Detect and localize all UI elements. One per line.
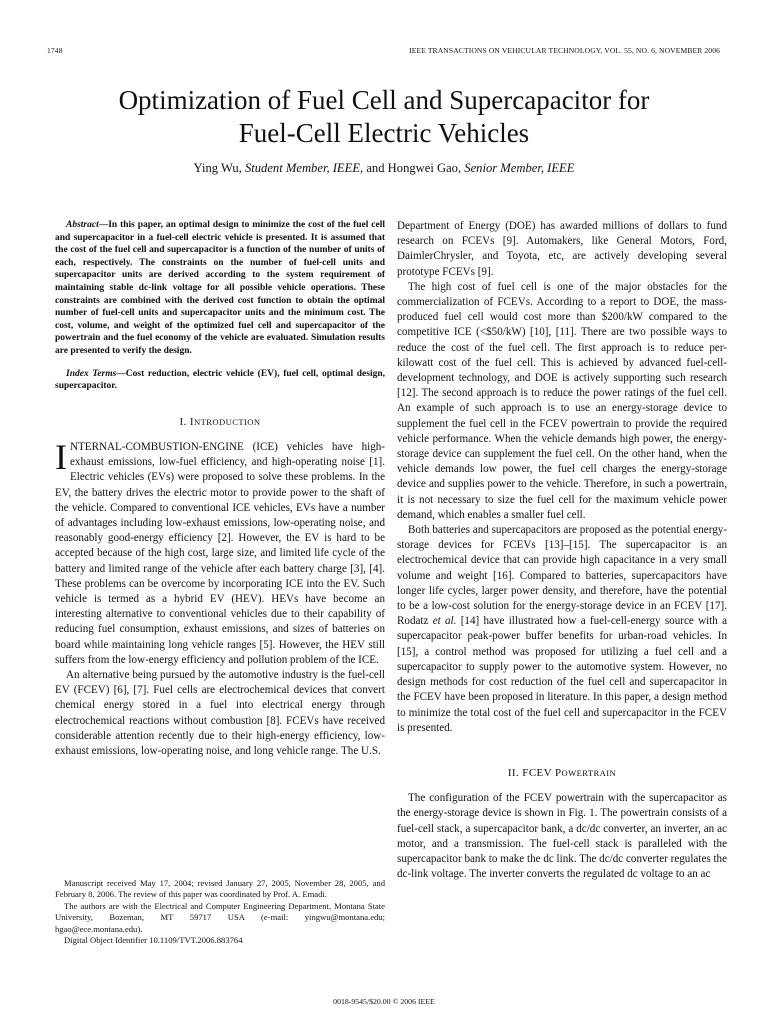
title-line-2: Fuel-Cell Electric Vehicles [238, 118, 530, 148]
footnote-manuscript: Manuscript received May 17, 2004; revised January 27, 2005, November 28, 2005, and February 8, 2006. The review of this paper was coordinated by Prof. A. Emadi. [55, 878, 385, 900]
journal-name: IEEE TRANSACTIONS ON VEHICULAR TECHNOLOGY, VOL. 55, NO. 6, NOVEMBER 2006 [409, 46, 720, 55]
section-1-heading [55, 415, 385, 430]
right-paragraph-3 [397, 523, 727, 736]
author-1-role: Student Member, IEEE, [244, 161, 364, 175]
footnotes [55, 878, 385, 946]
drop-cap: I [55, 436, 67, 477]
title-line-1: Optimization of Fuel Cell and Supercapacitor for [118, 85, 650, 115]
section-2-title-a: FCEV P [522, 766, 562, 779]
section-1-title-rest: NTRODUCTION [193, 416, 261, 427]
right-column [397, 219, 727, 882]
abstract-text: —In this paper, an optimal design to minimize the cost of the fuel cell and supercapacitor in a fuel-cell electric vehicle is presented. It is assumed that the cost of the fuel cell and supercapacitor is a function of the number of units of each, respectively. The constraints on the number of fuel-cell units and supercapacitor units are derived according to the system requirement of maintaining stable dc-link voltage for all possible vehicle operations. These constraints are combined with the derived cost function to obtain the optimal number of fuel-cell units and supercapacitor units and the minimum cost. The cost, volume, and weight of the optimized fuel cell and supercapacitor of the powertrain and the fuel economy of the vehicle are evaluated. Simulation results are presented to verify the design. [55, 220, 385, 356]
intro-paragraph-2: An alternative being pursued by the automotive industry is the fuel-cell EV (FCEV) [6], [7]. Fuel cells are electrochemical devices that convert chemical energy stored in a fuel into electrical energy through electrochemical reactions without combustion [8]. FCEVs have received considerable attention recently due to their high-energy efficiency, low-exhaust emissions, low-operating noise, and long vehicle range. The U.S. [55, 668, 385, 757]
left-column [55, 219, 385, 759]
intro-paragraph-1-text: NTERNAL-COMBUSTION-ENGINE (ICE) vehicles have high-exhaust emissions, low-fuel efficiency, and high-operating noise [1]. Electric vehicles (EVs) were proposed to solve these problems. In the EV, the battery drives the electric motor to provide power to the shaft of the vehicle. Compared to conventional ICE vehicles, EVs have a number of advantages including low-exhaust emissions, low-operating noise, and reasonably good-energy efficiency [2]. However, the EV is hard to be accepted because of the high cost, large size, and limited life cycle of the battery and limited range of the vehicle after each battery charge [3], [4]. These problems can be overcome by incorporating ICE into the EV. Such vehicle is termed as a hybrid EV (HEV). HEVs have become an interesting alternative to conventional vehicles due to their capability of reducing fuel consumption, exhaust emissions, and sizes of batteries on board while maintaining long vehicle ranges [5]. However, the HEV still suffers from the low-energy efficiency and pollution problem of the ICE. [55, 440, 385, 666]
index-terms [55, 368, 385, 393]
page-number: 1748 [47, 46, 63, 55]
author-list [40, 160, 728, 176]
index-terms-text: —Cost reduction, electric vehicle (EV), fuel cell, optimal design, supercapacitor. [55, 368, 385, 392]
footnote-affiliation: The authors are with the Electrical and Computer Engineering Department, Montana State University, Bozeman, MT 59717 USA (e-mail: yingwu@montana.edu; hgao@ece.montana.edu). [55, 900, 385, 934]
author-conjunction: and [366, 161, 385, 175]
running-header [47, 46, 720, 58]
author-1: Ying Wu, [193, 161, 242, 175]
section-2-heading [397, 766, 727, 781]
copyright-footer: 0018-9545/$20.00 © 2006 IEEE [333, 997, 435, 1006]
section-2-title-b: OWERTRAIN [561, 767, 617, 778]
abstract-label: Abstract [66, 220, 99, 230]
et-al: et al. [432, 615, 457, 628]
author-2: Hongwei Gao, [387, 161, 462, 175]
intro-paragraph-1 [55, 436, 385, 668]
section-2-number: II. [507, 766, 520, 779]
footnote-doi: Digital Object Identifier 10.1109/TVT.2006.883764 [64, 935, 243, 946]
right-paragraph-3-b: [14] have illustrated how a fuel-cell-energy source with a supercapacitor peak-power buffer benefits for urban-road vehicles. In [15], a control method was proposed for utilizing a fuel cell and a supercapacitor to supply power to the automotive system. However, no design methods for cost reduction of the fuel cell and supercapacitor in the FCEV have been proposed in literature. In this paper, a design method to minimize the total cost of the fuel cell and supercapacitor in the FCEV is presented. [397, 615, 728, 734]
right-paragraph-1: Department of Energy (DOE) has awarded millions of dollars to fund research on FCEVs [9]. Automakers, like General Motors, Ford, DaimlerChrysler, and Toyota, etc, are actively developing several prototype FCEVs [9]. [397, 220, 727, 278]
right-paragraph-3-a: Both batteries and supercapacitors are proposed as the potential energy-storage devices for FCEVs [13]–[15]. The supercapacitor is an electrochemical device that can provide high capacitance in a very small volume and weight [16]. Compared to batteries, supercapacitors have longer life cycles, larger power density, and therefore, have the potential to be a low-cost solution for the energy-storage device in an FCEV [17]. Rodatz [397, 524, 727, 628]
section-2-paragraph-1: The configuration of the FCEV powertrain with the supercapacitor as the energy-storage device is shown in Fig. 1. The powertrain consists of a fuel-cell stack, a supercapacitor bank, a dc/dc converter, an inverter, an ac motor, and a transmission. The fuel-cell stack is paralleled with the supercapacitor bank to make the dc link. The dc/dc converter regulates the dc-link voltage. The inverter converts the regulated dc voltage to an ac [397, 792, 728, 881]
paper-title [40, 84, 728, 150]
section-1-number: I. [179, 415, 187, 428]
section-1-title-initial: I [189, 415, 194, 428]
right-paragraph-2: The high cost of fuel cell is one of the major obstacles for the commercialization of FCEVs. According to a report to DOE, the mass-produced fuel cell would cost more than $200/kW compared to the competitive ICE (<$50/kW) [10], [11]. There are two possible ways to reduce the cost of the fuel cell. The first approach is to reduce per-kilowatt cost of the fuel cell. This is achieved by advanced fuel-cell-development technology, and DOE is actively supporting such research [12]. The second approach is to reduce the power ratings of the fuel cell. An example of such approach is to use an energy-storage device to supplement the fuel cell in the FCEV powertrain to provide the required vehicle performance. When the vehicle demands high power, the energy-storage device can supplement the fuel cell. On the other hand, when the vehicle demands low power, the fuel cell charges the energy-storage device and supplies power to the vehicle. Therefore, in such a powertrain, it is not necessary to size the fuel cell for the maximum vehicle power demand, which enables a smaller fuel cell. [397, 280, 727, 521]
author-2-role: Senior Member, IEEE [464, 161, 575, 175]
abstract [55, 219, 385, 358]
index-terms-label: Index Terms [66, 368, 117, 379]
